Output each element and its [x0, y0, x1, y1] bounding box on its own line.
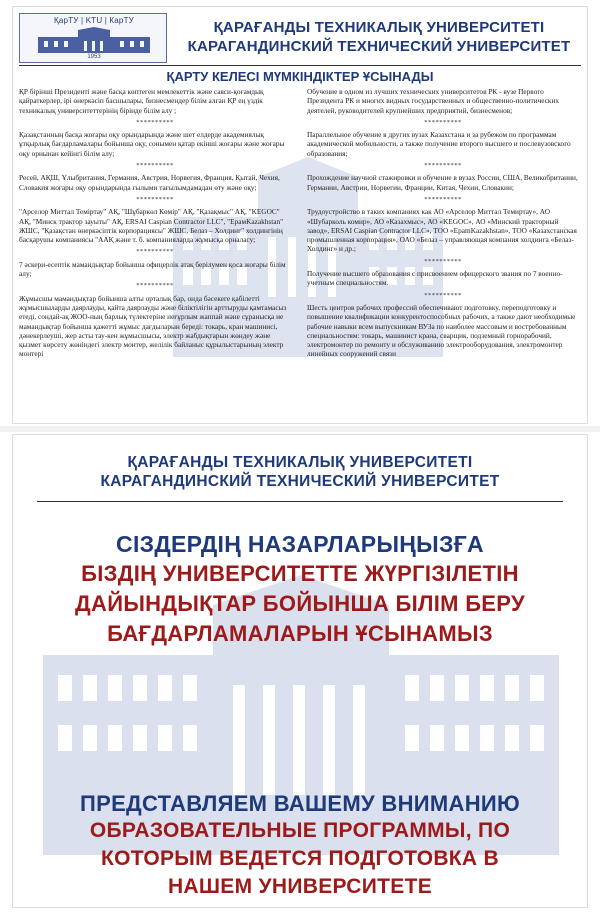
separator: **********: [424, 162, 462, 170]
university-name-ru: КАРАГАНДИНСКИЙ ТЕХНИЧЕСКИЙ УНИВЕРСИТЕТ: [100, 473, 500, 490]
separator: **********: [136, 282, 174, 290]
separator: **********: [136, 162, 174, 170]
university-name: [179, 18, 579, 56]
header-divider: [19, 65, 581, 66]
paragraph: ҚР бірінші Президенті және басқа көптеген мемлекеттік және саяси-қоғамдық қайраткерлер, ірі өнеркәсіп басшылары, бизнесмендер білім алған ҚР ең үздік техникалық университеттерінің бірінде білім алу ;: [19, 87, 264, 115]
paragraph: Қазақстанның басқа жоғары оқу орындарында және шет елдерде академиялық ұтқырлық бағдарламалары бойынша оқу, сонымен қатар екінші жоғары және жоғары оқу орнынан кейінгі білім алу;: [19, 130, 285, 158]
paragraph: Прохождение научной стажировки и обучение в вузах России, США, Великобритании, Германии, Австрии, Норвегии, Франции, Китая, Чехии, Словакии;: [307, 173, 578, 192]
separator: **********: [136, 248, 174, 256]
header-divider: [37, 501, 563, 502]
paragraph: Шесть центров рабочих профессий обеспечивают подготовку, переподготовку и повышение квалификации конкурентоспособных рабочих, а также дают необходимые рабочие навыки всем выпускникам ВУЗа по наиболее массовым и востребованным специальностям: токарь, машинист крана, сварщик, подземный горнорабочий, электромонтер по ремонту и обслуживанию электрооборудования, электромонтер линейных сооружений связи: [307, 302, 576, 359]
kz-heading-line-4: БАҒДАРЛАМАЛАРЫН ҰСЫНАМЫЗ: [107, 621, 493, 646]
ru-heading-line-1: ПРЕДСТАВЛЯЕМ ВАШЕМУ ВНИМАНИЮ: [80, 791, 520, 816]
paragraph: "Арселор Миттал Теміртау" АҚ, "Шұбаркөл Көмір" АҚ, "Қазақмыс" АҚ, "KEGOC" АҚ, "Минск трактор зауыты" АҚ, ERSAI Caspian Contractor LLC", "ЕрамKazakhstan" ЖШС, "Қазақстан өнеркәсіптік корпорациясы" ЖШС, Белаз – Холдинг" холдингінің басқарушы компаниясы "ААҚ және т. б. компанияларда жұмысқа орналасу;: [19, 207, 284, 245]
paragraph: Получение высшего образования с присвоением офицерского звания по 7 военно-учетным специальностям.: [307, 269, 563, 288]
paragraph: Трудоустройство в таких компаниях как АО «Арселор Миттал Темиртау», АО «Шубарколь комир», АО «Казахмыс», АО «KEGOC», АО «Минский тракторный завод», ERSAI Caspian Contractor LLC», ТОО «EpamKazakhstan», ТОО «Казахстанская промышленная корпорация», ОАО «Белаз – управляющая компания холдинга «Белаз-Холдинг» и др.;: [307, 207, 577, 254]
ru-heading-line-2: ОБРАЗОВАТЕЛЬНЫЕ ПРОГРАММЫ, ПО: [89, 819, 511, 842]
paragraph: Ресей, АҚШ, Ұлыбритания, Германия, Австрия, Норвегия, Франция, Қытай, Чехия, Словакия жоғары оқу орындарында ғылыми тағылымдамадан өту және оқу;: [19, 173, 280, 192]
page-1: [12, 6, 588, 424]
paragraph: Обучение в одном из лучших технических университетов РК - вузе Первого Президента РК и многих видных государственных и общественно-политических деятелей, руководителей крупнейших предприятий, бизнесменов;: [307, 87, 560, 115]
header: [19, 13, 581, 65]
separator: **********: [424, 118, 462, 126]
paragraph: Жұмысшы мамандықтар бойынша алты орталық бар, онда бәсекеге қабілетті жұмысшыларды даярлауды, қайта даярлауды және біліктілігін арттыруды қамтамасыз етеді, сондай-ақ ЖОО-ның барлық түлектеріне неғұрлым жаппай және сұранысқа ие мамандықтар бойынша қажетті жұмыс дағдыларын береді: токарь, кран машинисі, дәнекерлеуші, жер асты тау-кен жұмысшысы, электр жабдықтарын жөндеу және қызмет көрсету жөніндегі электр монтер, желілік байланыс құрылыстарының электр монтері: [19, 293, 287, 359]
university-name-kz: ҚАРАҒАНДЫ ТЕХНИКАЛЫҚ УНИВЕРСИТЕТІ: [213, 19, 545, 36]
paragraph: Параллельное обучение в других вузах Казахстана и за рубежом по программам академической мобильности, а также получение второго высшего и послевузовского образования;: [307, 130, 571, 158]
paragraph: 7 әскери-есептік мамандықтар бойынша офицерлік атақ берілумен қоса жоғары білім алу;: [19, 259, 286, 279]
kz-heading-line-1: СІЗДЕРДІҢ НАЗАРЛАРЫҢЫЗҒА: [116, 531, 484, 557]
separator: **********: [424, 195, 462, 203]
kz-heading-line-3: ДАЙЫНДЫҚТАР БОЙЫНША БІЛІМ БЕРУ: [75, 591, 525, 616]
column-russian: [307, 87, 579, 362]
ru-heading-line-3: КОТОРЫМ ВЕДЕТСЯ ПОДГОТОВКА В: [100, 847, 499, 870]
page-gap: [0, 426, 600, 432]
separator: **********: [136, 118, 174, 126]
page-2: [12, 434, 588, 908]
separator: **********: [424, 291, 462, 299]
ru-heading-line-4: НАШЕМ УНИВЕРСИТЕТЕ: [167, 875, 433, 898]
separator: **********: [136, 195, 174, 203]
kz-heading-line-2: БІЗДІҢ УНИВЕРСИТЕТТЕ ЖҮРГІЗІЛЕТІН: [81, 561, 519, 586]
university-logo: [19, 13, 167, 63]
column-kazakh: [19, 87, 291, 362]
logo-building-icon: [34, 27, 154, 53]
university-name-kz: ҚАРАҒАНДЫ ТЕХНИКАЛЫҚ УНИВЕРСИТЕТІ: [127, 454, 473, 471]
separator: **********: [424, 257, 462, 265]
logo-year: 1953: [87, 54, 101, 60]
university-name-ru: КАРАГАНДИНСКИЙ ТЕХНИЧЕСКИЙ УНИВЕРСИТЕТ: [187, 38, 571, 55]
section-title: ҚАРТУ КЕЛЕСІ МҮМКІНДІКТЕР ҰСЫНАДЫ: [166, 69, 434, 84]
logo-text: ҚарТУ | KTU | КарТУ: [54, 16, 134, 25]
